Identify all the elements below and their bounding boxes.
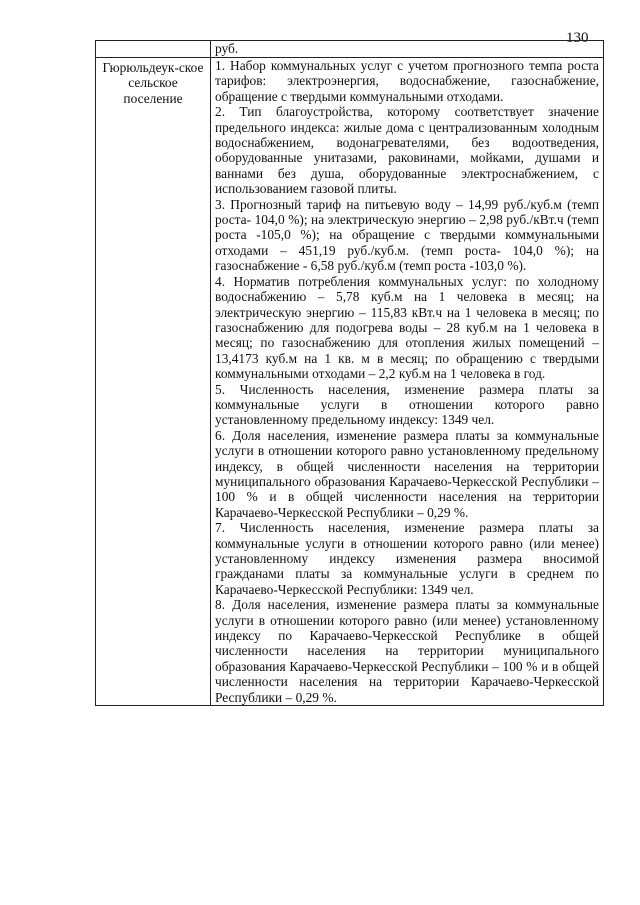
indicator-item-7: 7. Численность населения, изменение размера платы за коммунальные услуги в отношении которого равно (или менее) установленному индексу изменения размера вносимой гражданами платы за коммунальные услуги в среднем по Карачаево-Черкесской Республики: 1349 чел.: [215, 520, 599, 597]
indicator-item-3: 3. Прогнозный тариф на питьевую воду – 14,99 руб./куб.м (темп роста- 104,0 %); на электрическую энергию – 2,98 руб./кВт.ч (темп роста -105,0 %); на обращение с твердыми коммунальными отходами – 451,19 руб./куб.м. (темп роста- 104,0 %); на газоснабжение - 6,58 руб./куб.м (темп роста -103,0 %).: [215, 196, 599, 274]
page-number: 130: [566, 30, 589, 46]
settlement-name: Гюрюльдеук-ское сельское поселение: [102, 60, 204, 106]
settlement-cell: [96, 58, 211, 706]
indicator-item-6: 6. Доля населения, изменение размера платы за коммунальные услуги в отношении которого равно установленному предельному индексу, в общей численности населения на территории муниципального образования Карачаево-Черкесской Республики – 100 % и в общей численности населения на территории Карачаево-Черкесской Республики – 0,29 %.: [215, 427, 599, 520]
continuation-right-cell: [211, 41, 604, 58]
indicators-cell: [211, 58, 604, 706]
settlement-row: [96, 58, 604, 706]
indicator-item-2: 2. Тип благоустройства, которому соответствует значение предельного индекса: жилые дома с централизованным холодным водоснабжением, водонагревателями, без водоотведения, оборудованные унитазами, раковинами, мойками, душами и ваннами без душа, оборудованные электроснабжением, с использованием газовой плиты.: [215, 104, 599, 197]
continuation-text: руб.: [215, 41, 239, 56]
indicator-item-5: 5. Численность населения, изменение размера платы за коммунальные услуги в отношении которого равно установленному предельному индексу: 1349 чел.: [215, 381, 599, 428]
continuation-left-cell: [96, 41, 211, 58]
indicator-item-4: 4. Норматив потребления коммунальных услуг: по холодному водоснабжению – 5,78 куб.м на 1 человека в месяц; на электрическую энергию – 115,83 кВт.ч на 1 человека в месяц; по газоснабжению для подогрева воды – 28 куб.м на 1 человека в месяц; по газоснабжению для отопления жилых помещений – 13,4173 куб.м на 1 кв. м в месяц; по обращению с твердыми коммунальными отходами – 2,2 куб.м на 1 человека в год.: [215, 273, 599, 382]
tariff-table: [95, 40, 604, 706]
indicator-item-8: 8. Доля населения, изменение размера платы за коммунальные услуги в отношении которого равно (или менее) установленному индексу по Карачаево-Черкесской Республике в общей численности населения на территории муниципального образования Карачаево-Черкесской Республики – 100 % и в общей численности населения на территории Карачаево-Черкесской Республики – 0,29 %.: [215, 597, 599, 705]
continuation-row: [96, 41, 604, 58]
indicator-item-1: 1. Набор коммунальных услуг с учетом прогнозного темпа роста тарифов: электроэнергия, водоснабжение, газоснабжение, обращение с твердыми коммунальными отходами.: [215, 58, 599, 104]
